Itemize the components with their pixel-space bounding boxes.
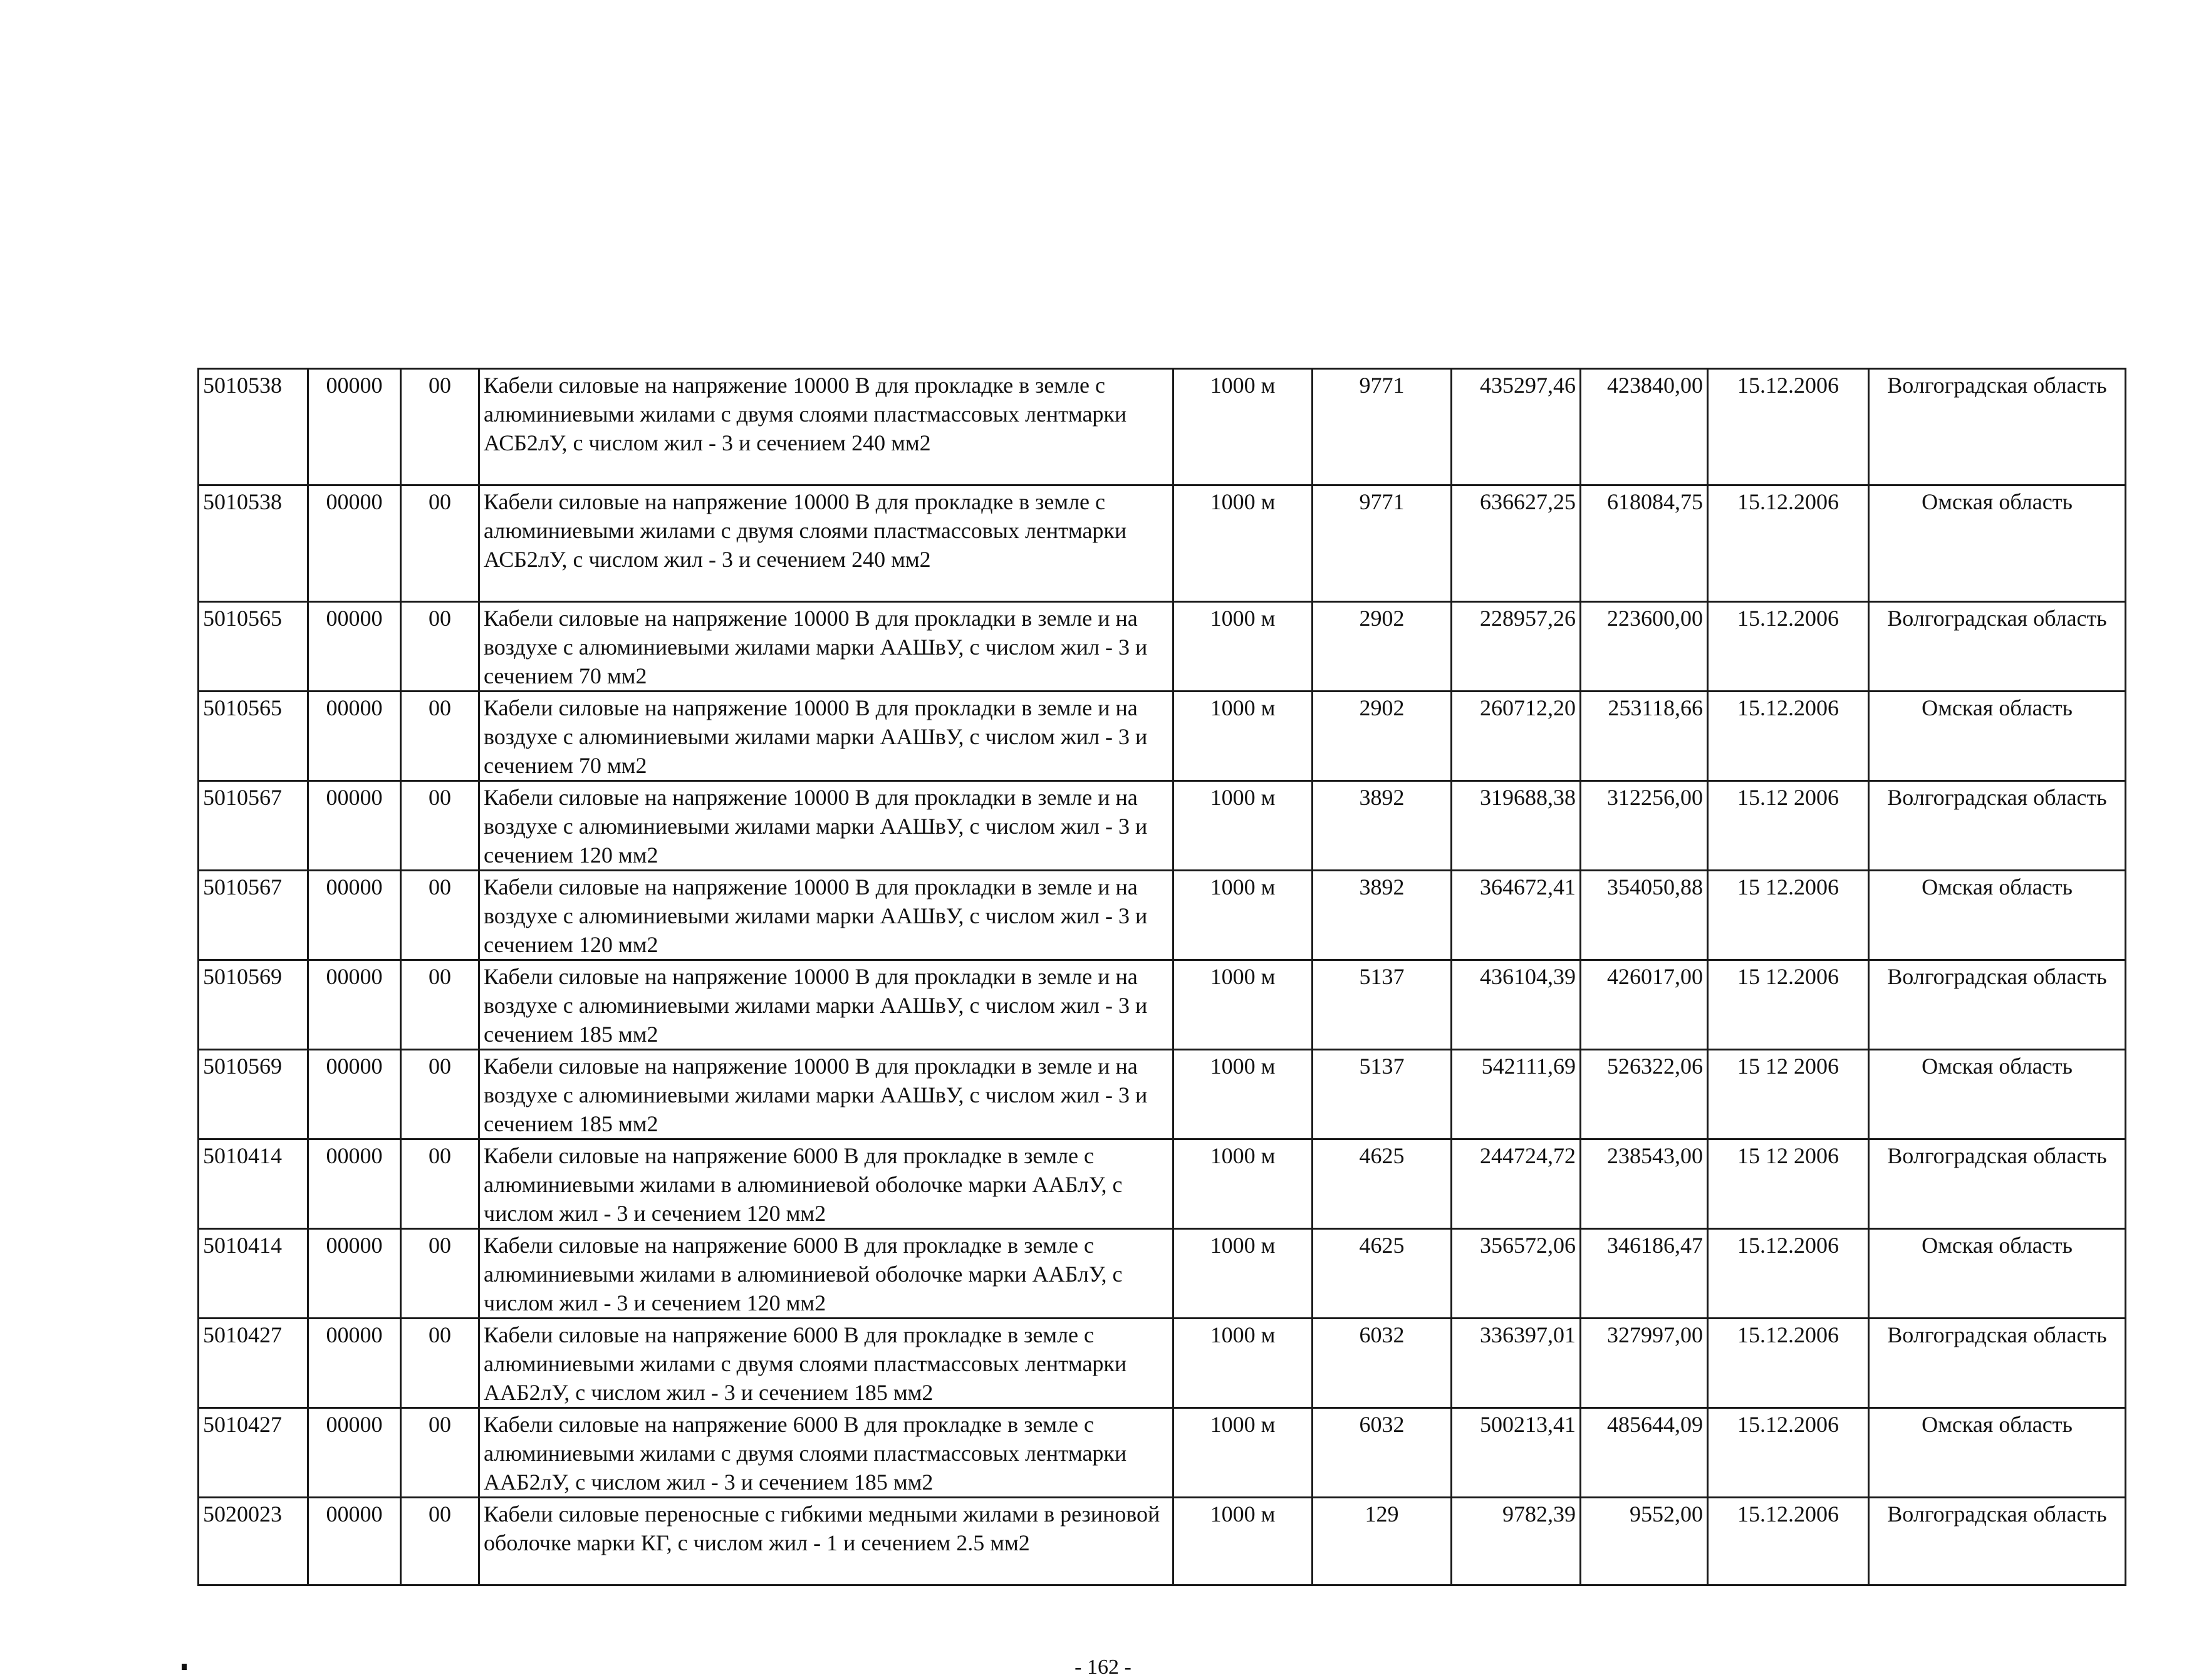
cell-sub-code: 00000 <box>308 871 401 960</box>
cell-price-with-vat: 9782,39 <box>1452 1498 1581 1585</box>
table-body <box>199 369 2126 1585</box>
cell-unit: 1000 м <box>1173 369 1313 485</box>
cell-item-code: 5010414 <box>199 1229 308 1319</box>
table-row <box>199 1139 2126 1229</box>
cell-price-without-vat: 253118,66 <box>1581 692 1708 781</box>
cell-price-with-vat: 435297,46 <box>1452 369 1581 485</box>
cell-date: 15 12 2006 <box>1708 1050 1869 1139</box>
cell-unit: 1000 м <box>1173 1229 1313 1319</box>
table-row <box>199 692 2126 781</box>
table-row <box>199 1050 2126 1139</box>
table-row <box>199 602 2126 692</box>
table-row <box>199 960 2126 1050</box>
cell-description: Кабели силовые на напряжение 10000 В для прокладки в земле и на воздухе с алюминиевыми жилами марки ААШвУ, с числом жил - 3 и сечением 185 мм2 <box>479 960 1173 1050</box>
price-table <box>197 368 2126 1586</box>
cell-variant-code: 00 <box>401 781 479 871</box>
cell-item-code: 5010565 <box>199 692 308 781</box>
cell-date: 15 12 2006 <box>1708 1139 1869 1229</box>
cell-price-with-vat: 319688,38 <box>1452 781 1581 871</box>
cell-price-without-vat: 426017,00 <box>1581 960 1708 1050</box>
cell-description: Кабели силовые на напряжение 10000 В для прокладке в земле с алюминиевыми жилами с двумя слоями пластмассовых лентмарки АСБ2лУ, с числом жил - 3 и сечением 240 мм2 <box>479 369 1173 485</box>
cell-price-without-vat: 238543,00 <box>1581 1139 1708 1229</box>
cell-unit: 1000 м <box>1173 781 1313 871</box>
cell-price-without-vat: 9552,00 <box>1581 1498 1708 1585</box>
cell-price-without-vat: 312256,00 <box>1581 781 1708 871</box>
cell-sub-code: 00000 <box>308 692 401 781</box>
cell-item-code: 5010569 <box>199 1050 308 1139</box>
cell-date: 15.12.2006 <box>1708 692 1869 781</box>
table-row <box>199 1408 2126 1498</box>
cell-sub-code: 00000 <box>308 485 401 602</box>
cell-item-code: 5010427 <box>199 1319 308 1408</box>
cell-price-without-vat: 223600,00 <box>1581 602 1708 692</box>
cell-region: Волгоградская область <box>1869 960 2126 1050</box>
cell-item-code: 5010567 <box>199 871 308 960</box>
cell-quantity: 9771 <box>1313 369 1452 485</box>
cell-description: Кабели силовые на напряжение 10000 В для прокладки в земле и на воздухе с алюминиевыми жилами марки ААШвУ, с числом жил - 3 и сечением 70 мм2 <box>479 602 1173 692</box>
cell-quantity: 6032 <box>1313 1408 1452 1498</box>
cell-description: Кабели силовые переносные с гибкими медными жилами в резиновой оболочке марки КГ, с числом жил - 1 и сечением 2.5 мм2 <box>479 1498 1173 1585</box>
cell-item-code: 5010567 <box>199 781 308 871</box>
cell-variant-code: 00 <box>401 1498 479 1585</box>
cell-price-with-vat: 542111,69 <box>1452 1050 1581 1139</box>
cell-sub-code: 00000 <box>308 602 401 692</box>
cell-unit: 1000 м <box>1173 692 1313 781</box>
cell-description: Кабели силовые на напряжение 10000 В для прокладки в земле и на воздухе с алюминиевыми жилами марки ААШвУ, с числом жил - 3 и сечением 70 мм2 <box>479 692 1173 781</box>
cell-item-code: 5010565 <box>199 602 308 692</box>
cell-quantity: 9771 <box>1313 485 1452 602</box>
cell-price-with-vat: 260712,20 <box>1452 692 1581 781</box>
cell-date: 15.12.2006 <box>1708 1498 1869 1585</box>
cell-sub-code: 00000 <box>308 1050 401 1139</box>
cell-variant-code: 00 <box>401 692 479 781</box>
cell-quantity: 3892 <box>1313 871 1452 960</box>
cell-unit: 1000 м <box>1173 1139 1313 1229</box>
cell-unit: 1000 м <box>1173 871 1313 960</box>
cell-sub-code: 00000 <box>308 781 401 871</box>
cell-date: 15.12.2006 <box>1708 485 1869 602</box>
cell-item-code: 5010538 <box>199 485 308 602</box>
cell-price-without-vat: 354050,88 <box>1581 871 1708 960</box>
cell-variant-code: 00 <box>401 1408 479 1498</box>
cell-price-with-vat: 336397,01 <box>1452 1319 1581 1408</box>
cell-item-code: 5010538 <box>199 369 308 485</box>
cell-unit: 1000 м <box>1173 1498 1313 1585</box>
cell-region: Волгоградская область <box>1869 602 2126 692</box>
cell-price-without-vat: 327997,00 <box>1581 1319 1708 1408</box>
cell-price-with-vat: 436104,39 <box>1452 960 1581 1050</box>
cell-variant-code: 00 <box>401 871 479 960</box>
cell-description: Кабели силовые на напряжение 10000 В для прокладки в земле и на воздухе с алюминиевыми жилами марки ААШвУ, с числом жил - 3 и сечением 120 мм2 <box>479 781 1173 871</box>
cell-date: 15.12.2006 <box>1708 602 1869 692</box>
table-row <box>199 781 2126 871</box>
cell-price-without-vat: 618084,75 <box>1581 485 1708 602</box>
cell-quantity: 4625 <box>1313 1139 1452 1229</box>
cell-date: 15.12 2006 <box>1708 781 1869 871</box>
cell-price-without-vat: 485644,09 <box>1581 1408 1708 1498</box>
table-row <box>199 1498 2126 1585</box>
cell-item-code: 5010569 <box>199 960 308 1050</box>
cell-variant-code: 00 <box>401 1229 479 1319</box>
cell-item-code: 5010414 <box>199 1139 308 1229</box>
cell-unit: 1000 м <box>1173 1319 1313 1408</box>
cell-description: Кабели силовые на напряжение 6000 В для прокладке в земле с алюминиевыми жилами с двумя слоями пластмассовых лентмарки ААБ2лУ, с числом жил - 3 и сечением 185 мм2 <box>479 1408 1173 1498</box>
cell-variant-code: 00 <box>401 1050 479 1139</box>
cell-date: 15.12.2006 <box>1708 1408 1869 1498</box>
cell-date: 15.12.2006 <box>1708 1229 1869 1319</box>
cell-price-with-vat: 228957,26 <box>1452 602 1581 692</box>
cell-quantity: 2902 <box>1313 692 1452 781</box>
cell-item-code: 5010427 <box>199 1408 308 1498</box>
cell-date: 15 12.2006 <box>1708 871 1869 960</box>
cell-description: Кабели силовые на напряжение 10000 В для прокладки в земле и на воздухе с алюминиевыми жилами марки ААШвУ, с числом жил - 3 и сечением 120 мм2 <box>479 871 1173 960</box>
cell-price-with-vat: 636627,25 <box>1452 485 1581 602</box>
cell-quantity: 129 <box>1313 1498 1452 1585</box>
table-row <box>199 871 2126 960</box>
cell-unit: 1000 м <box>1173 602 1313 692</box>
cell-quantity: 5137 <box>1313 960 1452 1050</box>
cell-region: Омская область <box>1869 1408 2126 1498</box>
cell-description: Кабели силовые на напряжение 6000 В для прокладке в земле с алюминиевыми жилами в алюминиевой оболочке марки ААБлУ, с числом жил - 3 и сечением 120 мм2 <box>479 1229 1173 1319</box>
cell-description: Кабели силовые на напряжение 6000 В для прокладке в земле с алюминиевыми жилами с двумя слоями пластмассовых лентмарки ААБ2лУ, с числом жил - 3 и сечением 185 мм2 <box>479 1319 1173 1408</box>
cell-sub-code: 00000 <box>308 369 401 485</box>
cell-unit: 1000 м <box>1173 485 1313 602</box>
cell-region: Омская область <box>1869 692 2126 781</box>
cell-region: Омская область <box>1869 871 2126 960</box>
cell-quantity: 6032 <box>1313 1319 1452 1408</box>
cell-price-with-vat: 244724,72 <box>1452 1139 1581 1229</box>
cell-region: Омская область <box>1869 485 2126 602</box>
cell-description: Кабели силовые на напряжение 10000 В для прокладке в земле с алюминиевыми жилами с двумя слоями пластмассовых лентмарки АСБ2лУ, с числом жил - 3 и сечением 240 мм2 <box>479 485 1173 602</box>
cell-sub-code: 00000 <box>308 1319 401 1408</box>
cell-date: 15.12.2006 <box>1708 369 1869 485</box>
cell-quantity: 2902 <box>1313 602 1452 692</box>
cell-unit: 1000 м <box>1173 960 1313 1050</box>
cell-price-with-vat: 500213,41 <box>1452 1408 1581 1498</box>
cell-region: Волгоградская область <box>1869 1139 2126 1229</box>
cell-variant-code: 00 <box>401 1139 479 1229</box>
table-row <box>199 1229 2126 1319</box>
cell-description: Кабели силовые на напряжение 6000 В для прокладке в земле с алюминиевыми жилами в алюминиевой оболочке марки ААБлУ, с числом жил - 3 и сечением 120 мм2 <box>479 1139 1173 1229</box>
cell-region: Омская область <box>1869 1229 2126 1319</box>
cell-region: Волгоградская область <box>1869 1319 2126 1408</box>
cell-price-without-vat: 346186,47 <box>1581 1229 1708 1319</box>
cell-quantity: 5137 <box>1313 1050 1452 1139</box>
cell-quantity: 4625 <box>1313 1229 1452 1319</box>
cell-price-with-vat: 356572,06 <box>1452 1229 1581 1319</box>
cell-variant-code: 00 <box>401 1319 479 1408</box>
cell-variant-code: 00 <box>401 485 479 602</box>
cell-region: Волгоградская область <box>1869 781 2126 871</box>
table-row <box>199 369 2126 485</box>
cell-region: Волгоградская область <box>1869 1498 2126 1585</box>
cell-region: Волгоградская область <box>1869 369 2126 485</box>
table-row <box>199 1319 2126 1408</box>
cell-sub-code: 00000 <box>308 1139 401 1229</box>
cell-variant-code: 00 <box>401 602 479 692</box>
cell-region: Омская область <box>1869 1050 2126 1139</box>
cell-unit: 1000 м <box>1173 1408 1313 1498</box>
cell-unit: 1000 м <box>1173 1050 1313 1139</box>
cell-quantity: 3892 <box>1313 781 1452 871</box>
cell-date: 15.12.2006 <box>1708 1319 1869 1408</box>
cell-price-without-vat: 526322,06 <box>1581 1050 1708 1139</box>
cell-variant-code: 00 <box>401 369 479 485</box>
cell-sub-code: 00000 <box>308 960 401 1050</box>
page-number: - 162 - <box>1074 1656 1132 1679</box>
cell-price-without-vat: 423840,00 <box>1581 369 1708 485</box>
cell-sub-code: 00000 <box>308 1229 401 1319</box>
cell-sub-code: 00000 <box>308 1408 401 1498</box>
cell-price-with-vat: 364672,41 <box>1452 871 1581 960</box>
cell-description: Кабели силовые на напряжение 10000 В для прокладки в земле и на воздухе с алюминиевыми жилами марки ААШвУ, с числом жил - 3 и сечением 185 мм2 <box>479 1050 1173 1139</box>
cell-variant-code: 00 <box>401 960 479 1050</box>
cell-item-code: 5020023 <box>199 1498 308 1585</box>
table-row <box>199 485 2126 602</box>
cell-sub-code: 00000 <box>308 1498 401 1585</box>
cell-date: 15 12.2006 <box>1708 960 1869 1050</box>
